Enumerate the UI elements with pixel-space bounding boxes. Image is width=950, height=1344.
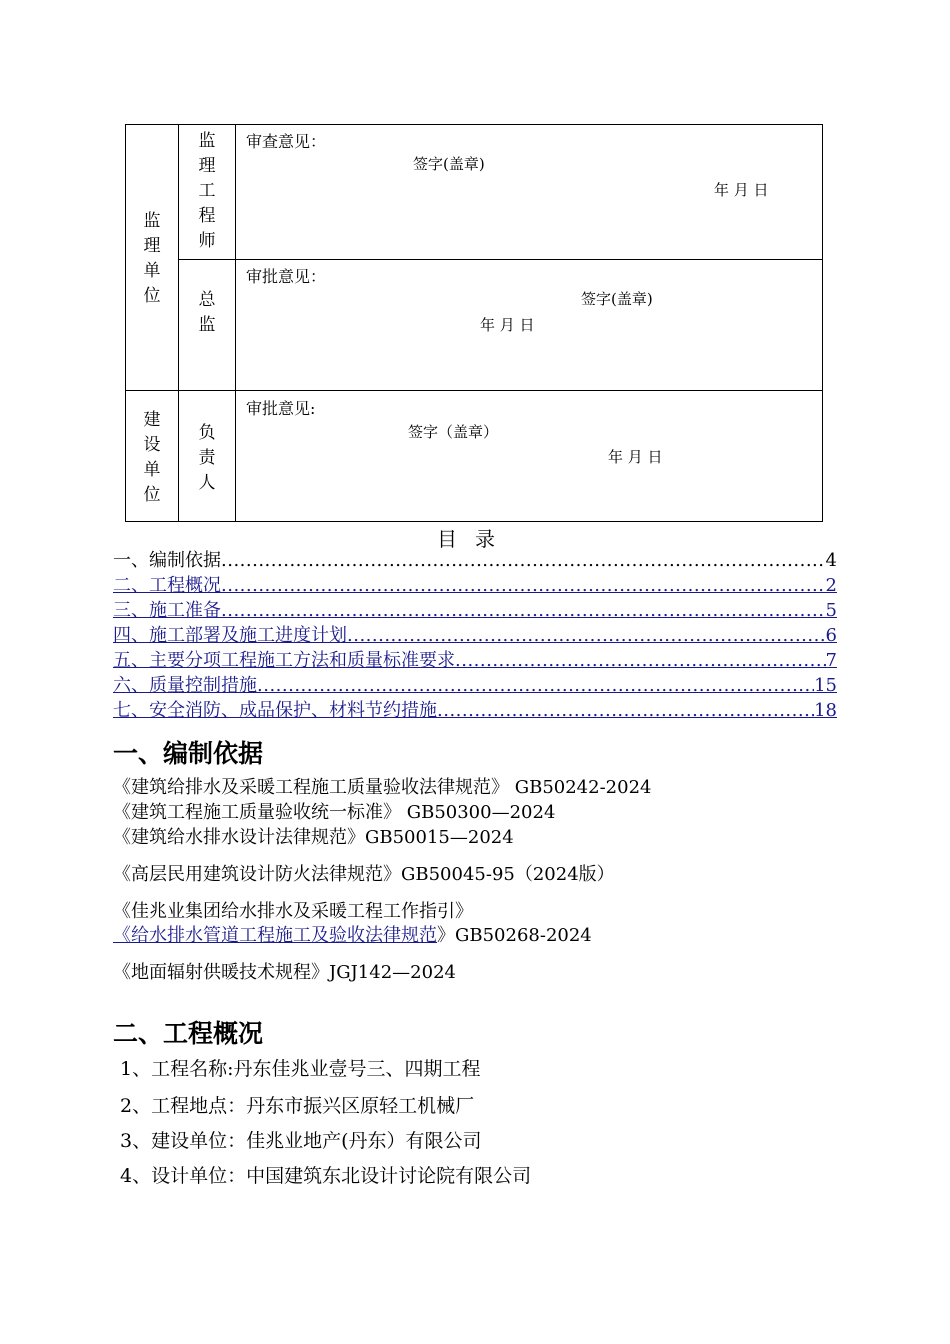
column-divider xyxy=(235,125,236,521)
toc-leader-dots xyxy=(221,600,826,622)
toc-leader-dots xyxy=(437,700,814,722)
reference-link[interactable]: 《给水排水管道工程施工及验收法律规范 xyxy=(113,925,437,946)
reference-item xyxy=(113,958,456,984)
person-in-charge-label: 负责人 xyxy=(198,423,216,493)
date-label: 年 月 日 xyxy=(480,316,535,334)
date-label: 年 月 日 xyxy=(608,448,663,466)
toc-item[interactable] xyxy=(113,698,837,722)
toc-item-label: 六、质量控制措施 xyxy=(113,675,257,696)
supervising-engineer-label: 监理工程师 xyxy=(198,131,216,251)
reference-item[interactable] xyxy=(113,921,592,947)
approval-opinion-label: 审批意见： xyxy=(246,267,327,286)
signature-label: 签字(盖章) xyxy=(581,290,653,308)
signature-label: 签字(盖章) xyxy=(413,155,485,173)
toc-leader-dots xyxy=(257,675,814,697)
reference-text: 《建筑给水排水设计法律规范》GB50015—2024 xyxy=(113,827,514,848)
reference-item xyxy=(113,798,555,824)
reference-text: 《建筑工程施工质量验收统一标准》 GB50300—2024 xyxy=(113,802,556,823)
toc-item[interactable] xyxy=(113,623,837,647)
toc-leader-dots xyxy=(221,550,826,572)
toc-leader-dots xyxy=(221,575,826,597)
reference-item xyxy=(113,897,473,923)
approval-table xyxy=(125,124,823,522)
approval-opinion-label: 审批意见: xyxy=(246,399,316,418)
reference-text: 《地面辐射供暖技术规程》JGJ142—2024 xyxy=(113,962,456,983)
toc-item xyxy=(113,548,837,572)
row-divider xyxy=(178,259,822,260)
reference-text: 《佳兆业集团给水排水及采暖工程工作指引》 xyxy=(113,901,473,922)
construction-unit-label: 建设单位 xyxy=(143,410,161,505)
toc-item-label: 五、主要分项工程施工方法和质量标准要求 xyxy=(113,650,455,671)
toc-item[interactable] xyxy=(113,673,837,697)
signature-label: 签字（盖章） xyxy=(408,423,499,441)
row-divider xyxy=(126,390,822,391)
reference-item xyxy=(113,773,651,799)
toc-item-page: 5 xyxy=(825,600,837,621)
toc-item-page: 7 xyxy=(825,650,837,671)
chief-supervisor-label: 总监 xyxy=(198,290,216,335)
toc-item-page: 2 xyxy=(825,575,837,596)
reference-text: 》GB50268-2024 xyxy=(437,925,592,946)
toc-leader-dots xyxy=(455,650,826,672)
project-info-item: 1、工程名称:丹东佳兆业壹号三、四期工程 xyxy=(120,1058,481,1080)
date-label: 年 月 日 xyxy=(714,181,769,199)
toc-item[interactable] xyxy=(113,573,837,597)
toc-item-page: 6 xyxy=(825,625,837,646)
section-heading: 二、工程概况 xyxy=(113,1019,264,1048)
toc-item-page: 4 xyxy=(825,550,837,571)
toc-item-label: 一、编制依据 xyxy=(113,550,221,571)
project-info-item: 3、建设单位：佳兆业地产(丹东）有限公司 xyxy=(120,1130,482,1152)
reference-text: 《建筑给排水及采暖工程施工质量验收法律规范》 GB50242-2024 xyxy=(113,777,652,798)
project-info-item: 4、设计单位：中国建筑东北设计讨论院有限公司 xyxy=(120,1165,532,1187)
toc-item[interactable] xyxy=(113,598,837,622)
reference-item xyxy=(113,823,514,849)
toc-item-page: 15 xyxy=(814,675,837,696)
reference-item xyxy=(113,860,615,886)
toc-item-page: 18 xyxy=(814,700,837,721)
toc-item[interactable] xyxy=(113,648,837,672)
toc-item-label: 七、安全消防、成品保护、材料节约措施 xyxy=(113,700,437,721)
toc-item-label: 三、施工准备 xyxy=(113,600,221,621)
column-divider xyxy=(178,125,179,521)
toc-item-label: 四、施工部署及施工进度计划 xyxy=(113,625,347,646)
section-heading: 一、编制依据 xyxy=(113,739,264,768)
project-info-item: 2、工程地点：丹东市振兴区原轻工机械厂 xyxy=(120,1095,475,1117)
toc-title: 目录 xyxy=(437,527,513,551)
toc-item-label: 二、工程概况 xyxy=(113,575,221,596)
toc-leader-dots xyxy=(347,625,826,647)
review-opinion-label: 审查意见： xyxy=(246,132,327,151)
supervision-unit-label: 监理单位 xyxy=(143,211,161,306)
reference-text: 《高层民用建筑设计防火法律规范》GB50045-95（2024版） xyxy=(113,864,615,885)
